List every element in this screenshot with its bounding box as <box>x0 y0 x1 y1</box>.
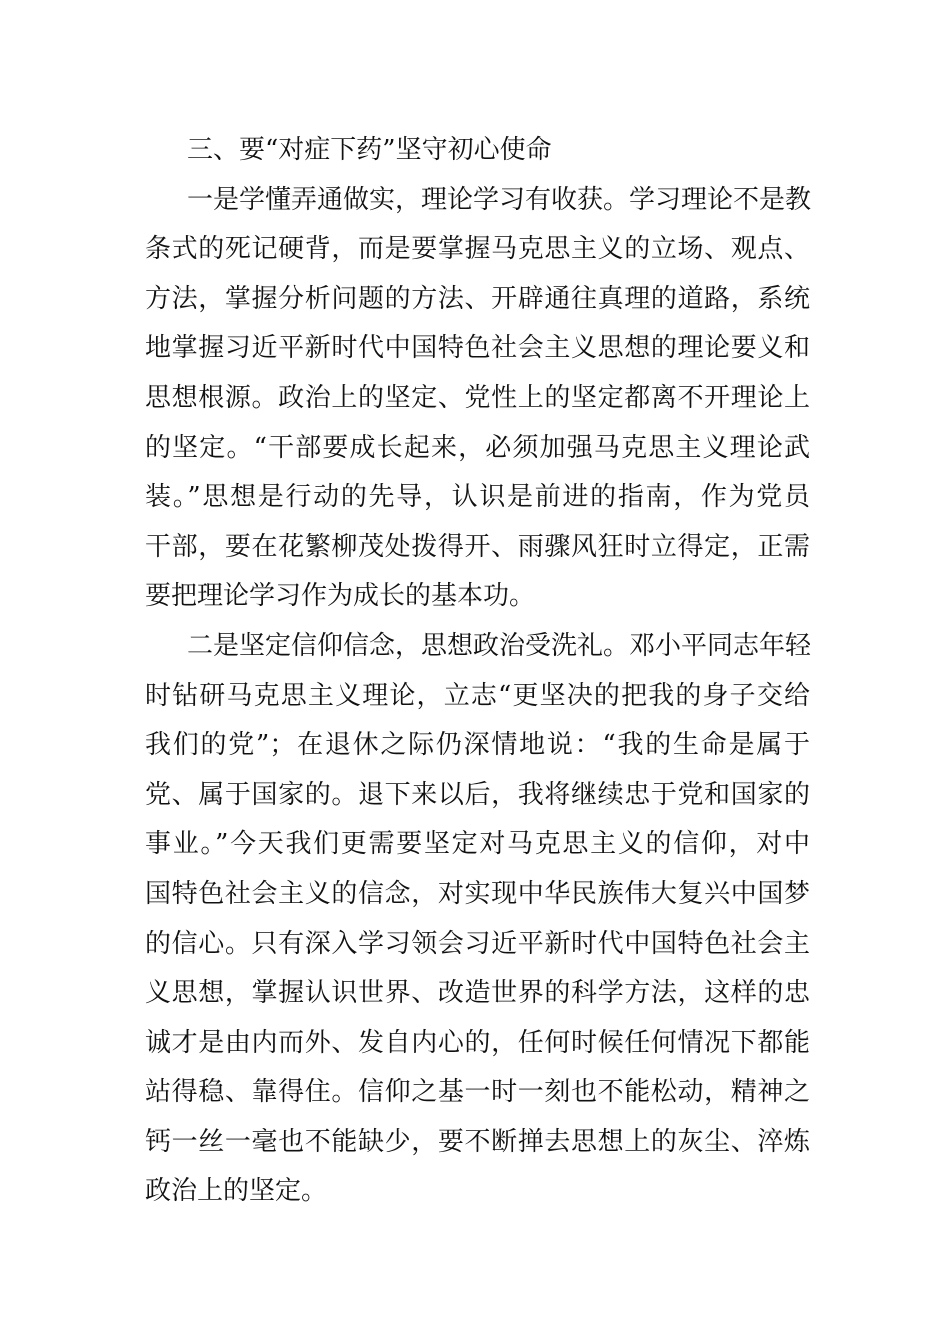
document-body <box>145 126 810 1217</box>
text-line: 我们的党”；在退休之际仍深情地说：“我的生命是属于 <box>145 730 810 761</box>
text-line: 二是坚定信仰信念，思想政治受洗礼。邓小平同志年轻 <box>187 630 812 661</box>
text-line: 钙一丝一毫也不能缺少，要不断掸去思想上的灰尘、淬炼 <box>145 1126 810 1157</box>
text-line: 方法，掌握分析问题的方法、开辟通往真理的道路，系统 <box>145 283 810 314</box>
section-heading: 三、要“对症下药”坚守初心使命 <box>187 135 552 165</box>
text-line: 事业。”今天我们更需要坚定对马克思主义的信仰，对中 <box>145 829 810 860</box>
text-line: 装。”思想是行动的先导，认识是前进的指南，作为党员 <box>145 482 810 513</box>
text-line: 一是学懂弄通做实，理论学习有收获。学习理论不是教 <box>187 184 812 215</box>
text-line: 的信心。只有深入学习领会习近平新时代中国特色社会主 <box>145 928 810 959</box>
text-line: 干部，要在花繁柳茂处拨得开、雨骤风狂时立得定，正需 <box>145 531 810 562</box>
text-line: 政治上的坚定。 <box>145 1176 328 1207</box>
text-line: 时钻研马克思主义理论，立志“更坚决的把我的身子交给 <box>145 680 810 711</box>
paragraph-1 <box>145 176 810 622</box>
text-line: 要把理论学习作为成长的基本功。 <box>145 581 536 612</box>
text-line: 地掌握习近平新时代中国特色社会主义思想的理论要义和 <box>145 333 810 364</box>
paragraph-2 <box>145 622 810 1217</box>
text-line: 诚才是由内而外、发自内心的，任何时候任何情况下都能 <box>145 1027 810 1058</box>
text-line: 国特色社会主义的信念，对实现中华民族伟大复兴中国梦 <box>145 878 810 909</box>
text-line: 党、属于国家的。退下来以后，我将继续忠于党和国家的 <box>145 779 810 810</box>
text-line: 思想根源。政治上的坚定、党性上的坚定都离不开理论上 <box>145 382 810 413</box>
text-line: 站得稳、靠得住。信仰之基一时一刻也不能松动，精神之 <box>145 1077 810 1108</box>
text-line: 的坚定。“干部要成长起来，必须加强马克思主义理论武 <box>145 432 810 463</box>
text-line: 条式的死记硬背，而是要掌握马克思主义的立场、观点、 <box>145 234 810 265</box>
text-line: 义思想，掌握认识世界、改造世界的科学方法，这样的忠 <box>145 978 810 1009</box>
